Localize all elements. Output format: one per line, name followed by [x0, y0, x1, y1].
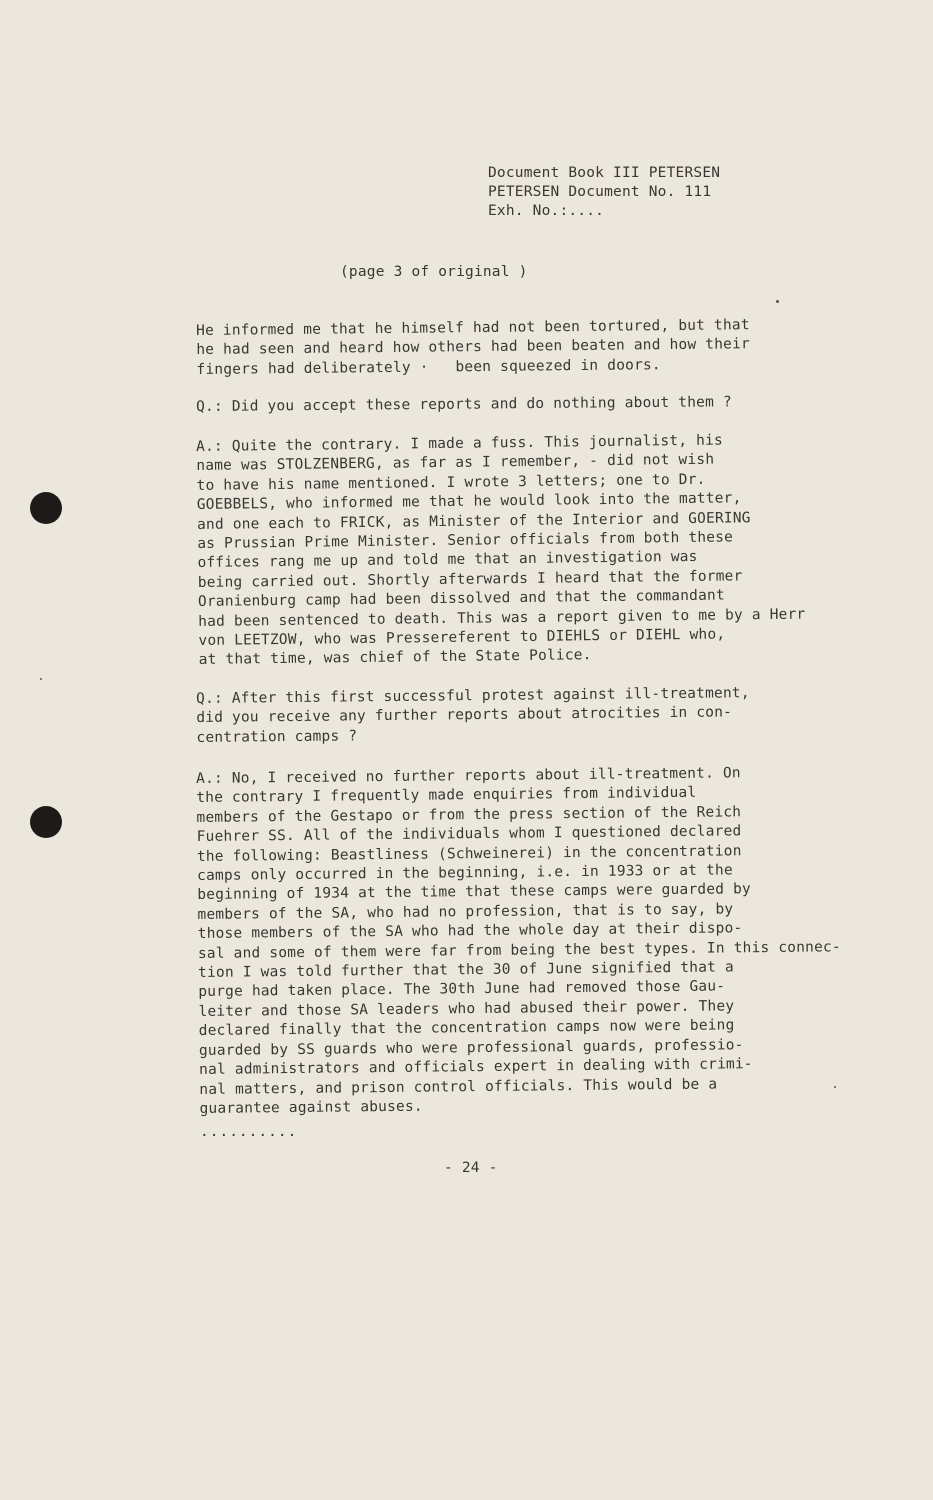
answer-1: [196, 430, 819, 670]
question-1: [196, 393, 816, 418]
punch-hole-lower: [30, 806, 62, 838]
text-line: had been sentenced to death. This was a report given to me by a Herr: [198, 606, 806, 630]
text-line: sal and some of them were far from being the best types. In this connec-: [197, 938, 841, 962]
text-line: guarded by SS guards who were professional guards, professio-: [198, 1036, 744, 1059]
text-line: those members of the SA who had the whole day at their dispo-: [197, 920, 743, 943]
text-line: Oranienburg camp had been dissolved and that the commandant: [197, 587, 725, 611]
text-line: Q.: Did you accept these reports and do nothing about them ?: [196, 394, 732, 415]
text-line: at that time, was chief of the State Police.: [198, 647, 592, 669]
text-line: to have his name mentioned. I wrote 3 letters; one to Dr.: [196, 471, 706, 494]
ellipsis-line: ..........: [200, 1124, 298, 1140]
text-line: guarantee against abuses.: [199, 1098, 423, 1117]
text-line: Q.: After this first successful protest against ill-treatment,: [196, 685, 750, 707]
text-line: the contrary I frequently made enquiries from individual: [196, 785, 697, 807]
text-line: leiter and those SA leaders who had abused their power. They: [198, 998, 735, 1020]
text-line: the following: Beastliness (Schweinerei) in the concentration: [196, 842, 742, 865]
text-line: name was STOLZENBERG, as far as I remember, - did not wish: [196, 452, 715, 475]
paragraph-1: [196, 316, 817, 381]
punch-hole-upper: [30, 492, 62, 524]
header-document-number: PETERSEN Document No. 111: [488, 184, 712, 200]
text-line: purge had taken place. The 30th June had removed those Gau-: [198, 978, 726, 1001]
header-exhibit-number: Exh. No.:....: [488, 203, 605, 219]
text-line: Fuehrer SS. All of the individuals whom I questioned declared: [196, 823, 742, 846]
text-line: centration camps ?: [196, 728, 358, 746]
page-number: - 24 -: [444, 1160, 498, 1176]
text-line: von LEETZOW, who was Pressereferent to DIEHLS or DIEHL who,: [198, 626, 726, 650]
text-line: A.: Quite the contrary. I made a fuss. This journalist, his: [196, 432, 724, 455]
text-line: he had seen and heard how others had been beaten and how their: [196, 336, 751, 359]
text-line: did you receive any further reports about atrocities in con-: [196, 704, 733, 727]
paper-speck: [834, 1086, 836, 1088]
text-line: members of the Gestapo or from the press section of the Reich: [196, 804, 742, 826]
paper-speck: [776, 300, 779, 303]
text-line: members of the SA, who had no profession, that is to say, by: [197, 901, 734, 923]
text-line: nal administrators and officials expert in dealing with crimi-: [199, 1056, 753, 1079]
paper-speck: [40, 678, 42, 680]
text-line: as Prussian Prime Minister. Senior officials from both these: [197, 529, 734, 553]
question-2: [196, 684, 817, 749]
text-line: fingers had deliberately · been squeezed in doors.: [196, 356, 661, 378]
text-line: nal matters, and prison control officials. This would be a: [199, 1076, 718, 1098]
text-line: declared finally that the concentration camps now were being: [198, 1017, 735, 1040]
text-line: GOEBBELS, who informed me that he would look into the matter,: [196, 490, 742, 514]
answer-2: [196, 764, 841, 1120]
text-line: offices rang me up and told me that an investigation was: [197, 549, 698, 572]
text-line: A.: No, I received no further reports about ill-treatment. On: [196, 765, 741, 787]
text-line: being carried out. Shortly afterwards I heard that the former: [197, 568, 743, 591]
original-page-reference: (page 3 of original ): [340, 264, 528, 280]
text-line: tion I was told further that the 30 of June signified that a: [198, 959, 734, 982]
document-header: [488, 164, 720, 221]
header-document-book: Document Book III PETERSEN: [488, 165, 721, 181]
text-line: camps only occurred in the beginning, i.e. in 1933 or at the: [197, 862, 733, 885]
text-line: beginning of 1934 at the time that these camps were guarded by: [197, 881, 752, 904]
text-line: He informed me that he himself had not been tortured, but that: [196, 317, 750, 339]
text-line: and one each to FRICK, as Minister of the Interior and GOERING: [196, 509, 751, 533]
